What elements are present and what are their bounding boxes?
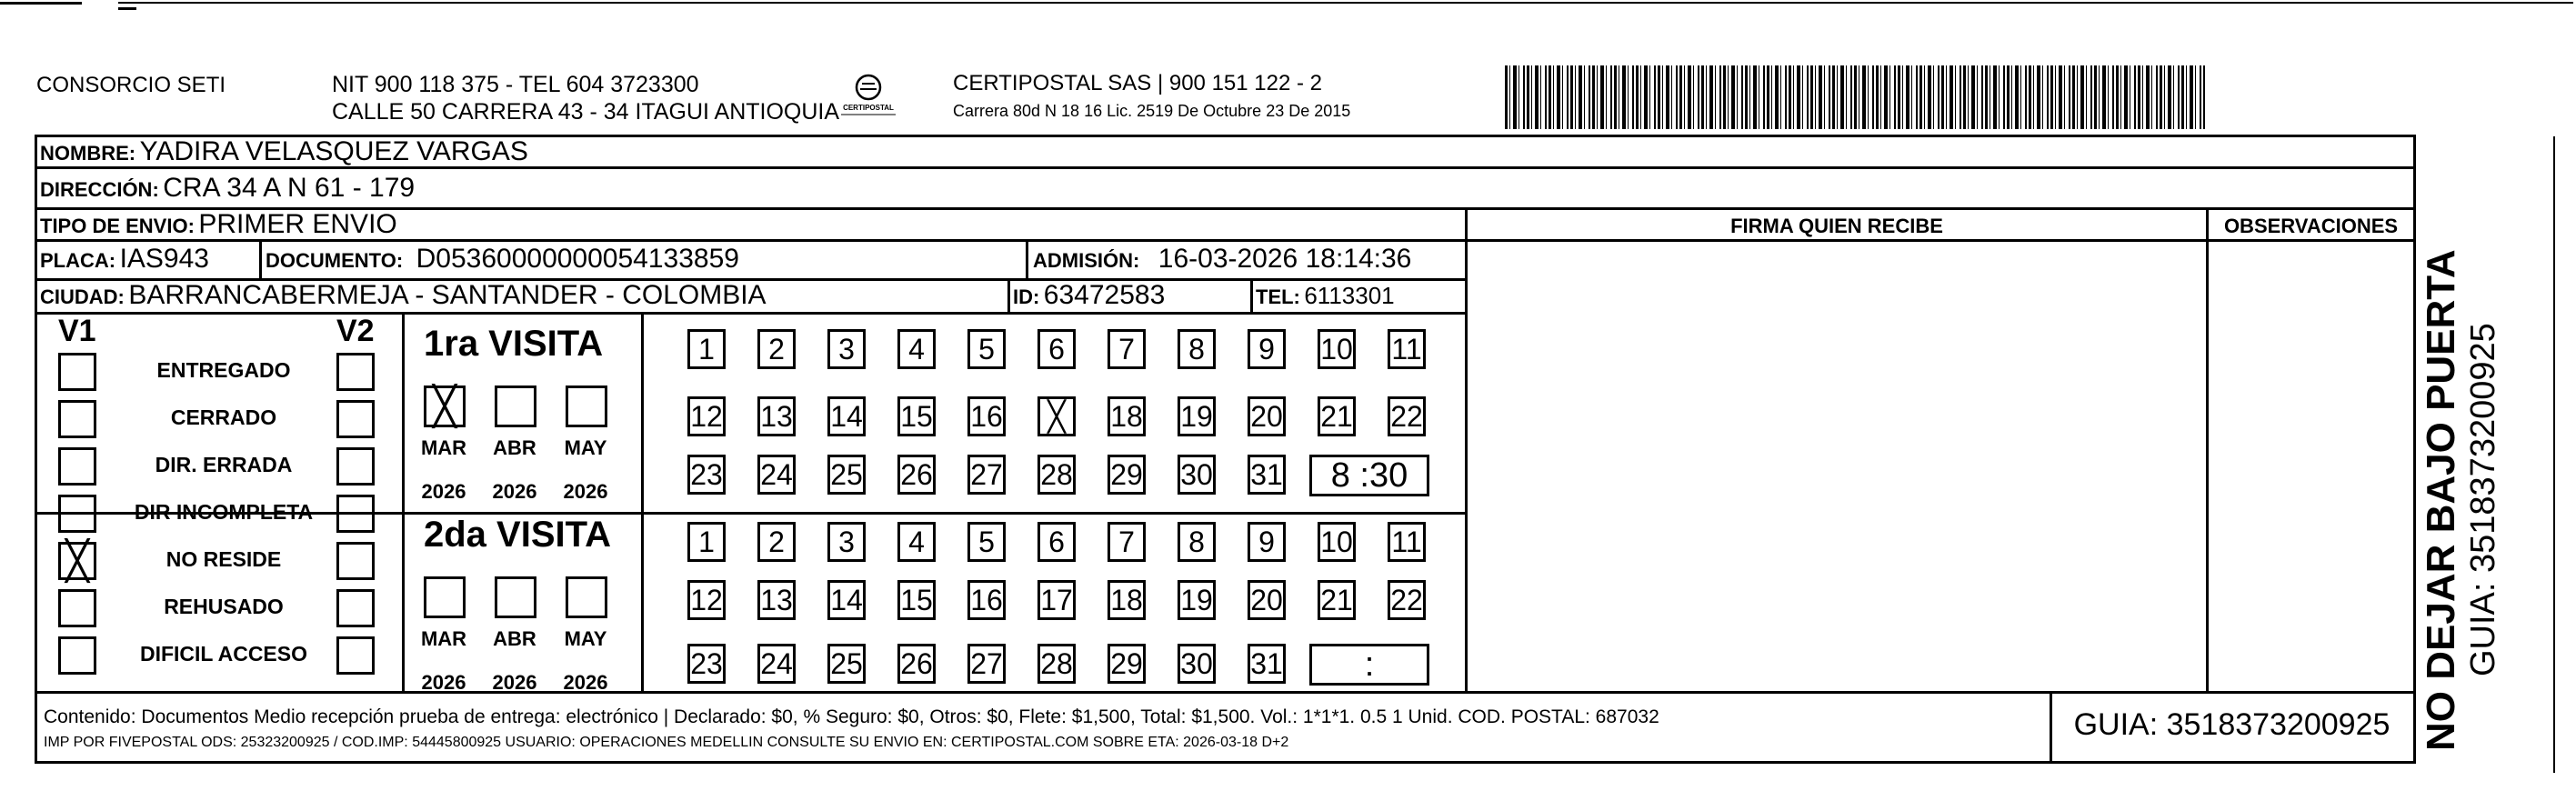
ciudad-field [40,280,767,311]
admision-value: 16-03-2026 18:14:36 [1158,244,1412,274]
day-box[interactable]: 15 [897,580,936,620]
day-box[interactable]: 14 [827,580,866,620]
day-box[interactable]: 6 [1037,329,1076,369]
first-visit-title: 1ra VISITA [424,324,604,364]
v1-checkbox[interactable] [58,353,96,391]
reason-label: DIR. ERRADA [155,453,293,476]
col-divider [1465,207,1468,693]
carrier-license: Carrera 80d N 18 16 Lic. 2519 De Octubre 23 De 2015 [953,102,1351,120]
day-box[interactable]: 21 [1318,396,1356,436]
time-box[interactable]: : [1309,644,1429,686]
col-divider [2050,691,2052,761]
year-label: 2026 [563,480,608,503]
nit-block [332,71,839,125]
tipo-envio-row [40,209,397,240]
id-value: 63472583 [1043,280,1166,310]
day-box[interactable]: 3 [827,522,866,562]
day-box[interactable]: 10 [1318,522,1356,562]
col-divider [641,312,644,693]
imp-line: IMP POR FIVEPOSTAL ODS: 25323200925 / COD.IMP: 54445800925 USUARIO: OPERACIONES MEDELLIN CONSULTE SU ENVIO EN: CERTIPOSTAL.COM SOBRE ETA: 2026-03-18 D+2 [44,735,1289,750]
carrier-line: CERTIPOSTAL SAS | 900 151 122 - 2 [953,71,1322,95]
day-box[interactable]: 30 [1178,455,1216,495]
month-label: MAY [564,436,607,459]
day-box[interactable]: 7 [1108,522,1146,562]
day-box[interactable]: 11 [1388,522,1426,562]
day-box[interactable]: 20 [1248,396,1286,436]
v1-checkbox[interactable] [58,400,96,438]
placa-field [40,244,209,275]
day-box[interactable]: 10 [1318,329,1356,369]
row-divider [2206,239,2413,242]
day-box[interactable]: 1 [687,329,726,369]
v2-checkbox[interactable] [336,400,375,438]
v2-label: V2 [336,314,375,348]
day-box[interactable]: 28 [1037,644,1076,684]
v2-checkbox[interactable] [336,353,375,391]
day-box[interactable]: 31 [1248,455,1286,495]
day-box[interactable]: 20 [1248,580,1286,620]
day-box[interactable]: 4 [897,522,936,562]
day-box[interactable]: 27 [967,644,1006,684]
day-box[interactable]: 4 [897,329,936,369]
col-divider [1007,278,1010,312]
carrier-block [953,71,1350,121]
day-box[interactable]: 22 [1388,396,1426,436]
month-checkbox[interactable] [424,576,466,618]
tipo-envio-value: PRIMER ENVIO [198,209,397,239]
day-box[interactable]: 29 [1108,455,1146,495]
reason-label: REHUSADO [164,595,284,618]
year-label: 2026 [492,480,537,503]
day-box[interactable]: 16 [967,396,1006,436]
day-box[interactable]: 24 [757,644,796,684]
observaciones-header: OBSERVACIONES [2223,215,2399,237]
month-checkbox[interactable] [566,385,607,427]
day-box[interactable]: 1 [687,522,726,562]
admision-field [1033,244,1411,275]
firma-header: FIRMA QUIEN RECIBE [1730,215,1943,237]
side-warning: NO DEJAR BAJO PUERTA [2419,249,2463,751]
day-box-marked[interactable]: ╳ [1037,396,1076,436]
day-box[interactable]: 26 [897,455,936,495]
day-box[interactable]: 3 [827,329,866,369]
day-box[interactable]: 28 [1037,455,1076,495]
col-divider [402,312,405,693]
row-divider [35,691,2413,694]
month-checkbox[interactable] [566,576,607,618]
documento-field [266,244,739,275]
documento-value: D05360000000054133859 [416,244,739,274]
day-box[interactable]: 2 [757,329,796,369]
day-box[interactable]: 9 [1248,329,1286,369]
v2-checkbox[interactable] [336,542,375,580]
v1-checkbox[interactable]: ╳ [58,542,96,580]
content-line: Contenido: Documentos Medio recepción prueba de entrega: electrónico | Declarado: $0, % Seguro: $0, Otros: $0, Flete: $1,500, Total: $1,500. Vol.: 1*1*1. 0.5 1 Unid. COD. POSTAL: 687032 [44,706,1659,727]
day-box[interactable]: 13 [757,396,796,436]
tel-value: 6113301 [1304,282,1395,309]
day-box[interactable]: 8 [1178,522,1216,562]
ciudad-label: CIUDAD: [40,285,125,308]
v1-checkbox[interactable] [58,589,96,627]
reason-label: DIFICIL ACCESO [139,642,307,666]
nombre-value: YADIRA VELASQUEZ VARGAS [139,136,528,166]
month-checkbox[interactable] [495,576,536,618]
month-label: MAY [564,627,607,650]
v1-checkbox[interactable] [58,636,96,675]
day-box[interactable]: 6 [1037,522,1076,562]
month-label: ABR [493,627,536,650]
day-box[interactable]: 12 [687,396,726,436]
day-box[interactable]: 19 [1178,580,1216,620]
placa-label: PLACA: [40,249,116,272]
day-box[interactable]: 7 [1108,329,1146,369]
logo-text: CERTIPOSTAL [843,104,894,112]
placa-value: IAS943 [119,244,209,274]
direccion-value: CRA 34 A N 61 - 179 [163,173,416,203]
col-divider [259,239,262,278]
tel-label: TEL: [1256,285,1300,308]
day-box[interactable]: 25 [827,455,866,495]
day-box[interactable]: 21 [1318,580,1356,620]
day-box[interactable]: 17 [1037,580,1076,620]
nombre-label: NOMBRE: [40,142,136,165]
day-box[interactable]: 5 [967,329,1006,369]
nombre-row [40,136,528,167]
second-visit-title: 2da VISITA [424,515,611,555]
ciudad-value: BARRANCABERMEJA - SANTANDER - COLOMBIA [128,280,767,310]
id-field [1013,280,1165,311]
v2-checkbox[interactable] [336,447,375,486]
time-box[interactable]: 8 :30 [1309,455,1429,496]
day-box[interactable]: 26 [897,644,936,684]
day-box[interactable]: 18 [1108,396,1146,436]
year-label: 2026 [421,480,466,503]
certipostal-logo [837,69,900,124]
nit-line: NIT 900 118 375 - TEL 604 3723300 [332,72,699,97]
month-checkbox[interactable] [495,385,536,427]
side-text [2419,151,2503,751]
id-label: ID: [1013,285,1040,308]
month-checkbox[interactable]: ╳ [424,385,466,427]
month-label: MAR [420,436,467,459]
day-box[interactable]: 8 [1178,329,1216,369]
month-label: ABR [493,436,536,459]
day-box[interactable]: 23 [687,455,726,495]
day-box[interactable]: 31 [1248,644,1286,684]
year-label: 2026 [492,671,537,694]
day-box[interactable]: 25 [827,644,866,684]
day-box[interactable]: 29 [1108,644,1146,684]
top-edge-mark [0,2,82,5]
certipostal-logo-icon [837,69,900,124]
col-divider [1026,239,1028,278]
year-label: 2026 [421,671,466,694]
day-box[interactable]: 13 [757,580,796,620]
guia-box: GUIA: 3518373200925 [2073,707,2391,742]
row-divider [35,312,1465,315]
day-box[interactable]: 5 [967,522,1006,562]
company-name: CONSORCIO SETI [36,73,226,97]
day-box[interactable]: 11 [1388,329,1426,369]
day-box[interactable]: 23 [687,644,726,684]
barcode [1505,65,2205,129]
v2-checkbox[interactable] [336,636,375,675]
direccion-label: DIRECCIÓN: [40,178,159,201]
day-box[interactable]: 18 [1108,580,1146,620]
day-box[interactable]: 15 [897,396,936,436]
v1-checkbox[interactable] [58,447,96,486]
tel-field [1256,282,1395,310]
year-label: 2026 [563,671,608,694]
day-box[interactable]: 9 [1248,522,1286,562]
direccion-row [40,173,415,204]
day-box[interactable]: 27 [967,455,1006,495]
right-edge-line [2553,136,2555,773]
side-guia: GUIA: 3518373200925 [2464,323,2502,676]
address-line: CALLE 50 CARRERA 43 - 34 ITAGUI ANTIOQUIA [332,99,840,125]
reason-label: DIR INCOMPLETA [134,500,314,524]
day-box[interactable]: 2 [757,522,796,562]
reason-label: CERRADO [170,406,277,429]
tipo-envio-label: TIPO DE ENVIO: [40,215,195,237]
v2-checkbox[interactable] [336,495,375,533]
day-box[interactable]: 12 [687,580,726,620]
day-box[interactable]: 16 [967,580,1006,620]
day-box[interactable]: 22 [1388,580,1426,620]
col-divider [1250,278,1253,312]
v2-checkbox[interactable] [336,589,375,627]
v1-label: V1 [58,314,96,348]
documento-label: DOCUMENTO: [266,249,404,272]
reason-label: ENTREGADO [156,358,291,382]
top-edge-mark [118,7,136,10]
admision-label: ADMISIÓN: [1033,249,1140,272]
reason-label: NO RESIDE [165,547,282,571]
col-divider [2206,207,2209,693]
month-label: MAR [420,627,467,650]
day-box[interactable]: 19 [1178,396,1216,436]
day-box[interactable]: 24 [757,455,796,495]
day-box[interactable]: 14 [827,396,866,436]
top-edge-line [118,2,2573,4]
v1-checkbox[interactable] [58,495,96,533]
day-box[interactable]: 30 [1178,644,1216,684]
